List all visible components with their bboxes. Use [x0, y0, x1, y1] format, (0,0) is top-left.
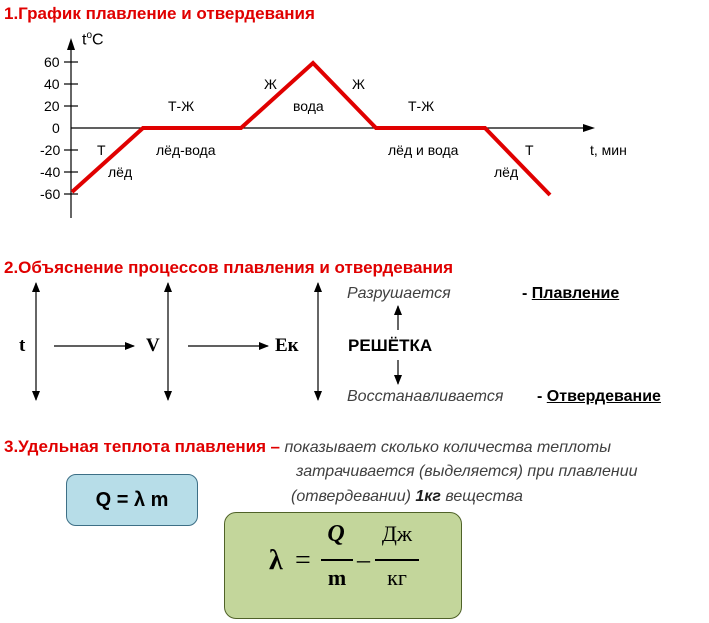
y-tick-minus40: -40: [40, 164, 61, 180]
term-solidification: Отвердевание: [546, 388, 661, 405]
section1-heading: 1.График плавление и отвердевания: [4, 4, 315, 23]
formula-heat: Q = λ m: [95, 488, 169, 511]
y-axis-label: $t^oC$: [82, 30, 104, 49]
fraction-denominator: m: [327, 565, 347, 590]
y-tick-0: 0: [52, 120, 60, 136]
definition-1kg: 1кг: [415, 488, 441, 505]
text-restores: Восстанавливается: [347, 388, 504, 405]
solidification-line: [537, 388, 661, 406]
definition-line1: показывает сколько количества теплоты: [284, 439, 612, 456]
definition-line3-a: (отвердевании): [291, 488, 411, 505]
label-water: вода: [293, 98, 324, 114]
equals-sign: =: [295, 545, 311, 576]
melting-line: [522, 285, 619, 303]
section2-heading: 2.Объяснение процессов плавления и отвердевания: [4, 258, 454, 277]
formula-lambda-box: [224, 512, 462, 619]
y-tick-minus20: -20: [40, 142, 61, 158]
label-ice-1: лёд: [108, 164, 133, 180]
definition-line2: затрачивается (выделяется) при плавлении: [296, 463, 638, 480]
var-kinetic-energy: Ек: [275, 335, 299, 356]
label-solid-liquid-2: Т-Ж: [408, 98, 435, 114]
label-solid-liquid-1: Т-Ж: [168, 98, 195, 114]
y-tick-20: 20: [44, 98, 60, 114]
unit-denominator: кг: [387, 565, 407, 590]
label-liquid-1: Ж: [264, 76, 277, 92]
dash-solidification: -: [537, 388, 543, 405]
definition-line3-c: вещества: [445, 488, 523, 505]
label-solid-1: Т: [97, 142, 106, 158]
text-breaks-down: Разрушается: [347, 285, 451, 302]
section3-heading-line: [4, 437, 611, 457]
lattice-label: РЕШЁТКА: [348, 336, 433, 355]
unit-fraction-bar: [375, 559, 419, 561]
var-volume: V: [146, 335, 160, 356]
term-melting: Плавление: [531, 285, 620, 302]
section3-heading: 3.Удельная теплота плавления: [4, 437, 267, 456]
label-ice-2: лёд: [494, 164, 519, 180]
label-solid-2: Т: [525, 142, 534, 158]
dash-melting: -: [522, 285, 528, 302]
label-ice-and-water: лёд и вода: [388, 142, 459, 158]
formula-heat-box: [66, 474, 198, 526]
unit-numerator: Дж: [381, 521, 413, 546]
fraction-bar: [321, 559, 353, 561]
y-tick-60: 60: [44, 54, 60, 70]
definition-line3: [291, 488, 523, 506]
label-liquid-2: Ж: [352, 76, 365, 92]
var-temperature: t: [19, 335, 26, 356]
label-ice-water: лёд-вода: [156, 142, 216, 158]
section3-dash: –: [270, 437, 280, 456]
lambda-symbol: λ: [269, 545, 283, 576]
fraction-numerator: Q: [327, 521, 345, 547]
y-tick-minus60: -60: [40, 186, 61, 202]
minus-sign: –: [357, 545, 370, 574]
double-arrows: [36, 283, 398, 400]
x-axis-label: t, мин: [590, 142, 627, 158]
y-tick-40: 40: [44, 76, 60, 92]
